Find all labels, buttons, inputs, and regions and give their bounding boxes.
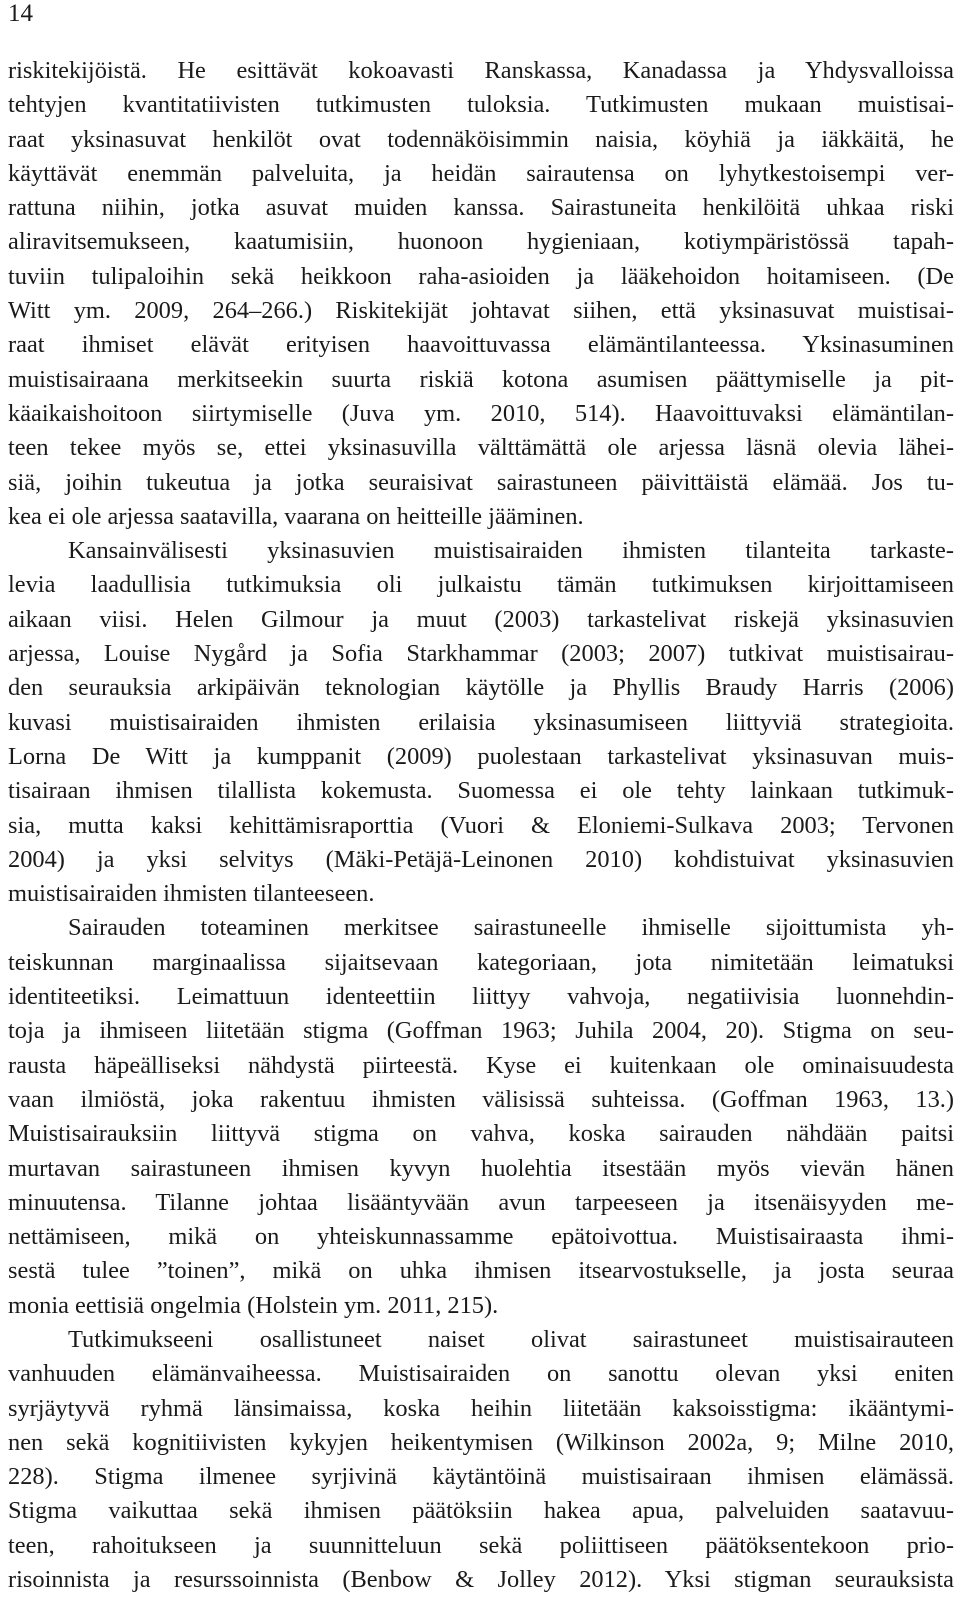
text-line: riskitekijöistä. He esittävät kokoavasti Ranskassa, Kanadassa ja Yhdysvalloissa xyxy=(8,57,954,84)
text-line: teen tekee myös se, ettei yksinasuvilla välttämättä ole arjessa läsnä olevia lähei- xyxy=(8,434,954,462)
text-line: vaan ilmiöstä, joka rakentuu ihmisten välisissä suhteissa. (Goffman 1963, 13.) xyxy=(8,1085,954,1113)
text-line: levia laadullisia tutkimuksia oli julkaistu tämän tutkimuksen kirjoittamiseen xyxy=(8,571,954,599)
text-line: murtavan sairastuneen ihmisen kyvyn huolehtia itsestään myös vievän hänen xyxy=(8,1154,954,1182)
text-line: muistisairaiden ihmisten tilanteeseen. xyxy=(8,880,375,908)
text-line: arjessa, Louise Nygård ja Sofia Starkhammar (2003; 2007) tutkivat muistisairau- xyxy=(8,640,954,668)
text-line: syrjäytyvä ryhmä länsimaissa, koska heihin liitetään kaksoisstigma: ikääntymi- xyxy=(8,1394,954,1422)
text-line: raat ihmiset elävät erityisen haavoittuvassa elämäntilanteessa. Yksinasuminen xyxy=(8,331,954,359)
text-line: toja ja ihmiseen liitetään stigma (Goffman 1963; Juhila 2004, 20). Stigma on seu- xyxy=(8,1017,954,1045)
text-line: käaikaishoitoon siirtymiselle (Juva ym. 2010, 514). Haavoittuvaksi elämäntilan- xyxy=(8,399,954,427)
text-line: Tutkimukseeni osallistuneet naiset olivat sairastuneet muistisairauteen xyxy=(68,1325,954,1353)
text-line: Kansainvälisesti yksinasuvien muistisairaiden ihmisten tilanteita tarkaste- xyxy=(68,537,954,565)
text-line: 228). Stigma ilmenee syrjivinä käytäntöinä muistisairaan ihmisen elämässä. xyxy=(8,1463,954,1491)
text-line: tuviin tulipaloihin sekä heikkoon raha-asioiden ja lääkehoidon hoitamiseen. (De xyxy=(8,262,954,290)
text-line: aliravitsemukseen, kaatumisiin, huonoon hygieniaan, kotiympäristössä tapah- xyxy=(8,228,954,256)
text-line: kea ei ole arjessa saatavilla, vaarana on heitteille jääminen. xyxy=(8,502,584,530)
text-line: minuutensa. Tilanne johtaa lisääntyvään avun tarpeeseen ja itsenäisyyden me- xyxy=(8,1188,954,1216)
text-line: 2004) ja yksi selvitys (Mäki-Petäjä-Leinonen 2010) kohdistuivat yksinasuvien xyxy=(8,845,954,873)
text-line: rausta häpeälliseksi nähdystä piirteestä. Kyse ei kuitenkaan ole ominaisuudesta xyxy=(8,1051,954,1079)
text-line: Witt ym. 2009, 264–266.) Riskitekijät johtavat siihen, että yksinasuvat muistisai- xyxy=(8,297,954,325)
text-line: kuvasi muistisairaiden ihmisten erilaisia yksinasumiseen liittyviä strategioita. xyxy=(8,708,954,736)
text-line: käyttävät enemmän palveluita, ja heidän sairautensa on lyhytkestoisempi ver- xyxy=(8,159,954,187)
text-line: identiteetiksi. Leimattuun identeettiin liittyy vahvoja, negatiivisia luonnehdin- xyxy=(8,983,954,1011)
text-line: den seurauksia arkipäivän teknologian käytölle ja Phyllis Braudy Harris (2006) xyxy=(8,674,954,702)
page-number: 14 xyxy=(8,0,33,27)
body-text xyxy=(8,54,954,1597)
text-line: risoinnista ja resurssoinnista (Benbow & Jolley 2012). Yksi stigman seurauksista xyxy=(8,1566,954,1594)
text-line: teiskunnan marginaalissa sijaitsevaan kategoriaan, jota nimitetään leimatuksi xyxy=(8,948,954,976)
text-line: tisairaan ihmisen tilallista kokemusta. Suomessa ei ole tehty lainkaan tutkimuk- xyxy=(8,777,954,805)
text-line: Lorna De Witt ja kumppanit (2009) puolestaan tarkastelivat yksinasuvan muis- xyxy=(8,742,954,770)
text-line: tehtyjen kvantitatiivisten tutkimusten tuloksia. Tutkimusten mukaan muistisai- xyxy=(8,91,954,119)
text-line: muistisairaana merkitseekin suurta riskiä kotona asumisen päättymiselle ja pit- xyxy=(8,365,954,393)
text-line: sia, mutta kaksi kehittämisraporttia (Vuori & Eloniemi-Sulkava 2003; Tervonen xyxy=(8,811,954,839)
text-line: Sairauden toteaminen merkitsee sairastuneelle ihmiselle sijoittumista yh- xyxy=(68,914,954,942)
text-line: monia eettisiä ongelmia (Holstein ym. 2011, 215). xyxy=(8,1291,499,1319)
text-line: nen sekä kognitiivisten kykyjen heikentymisen (Wilkinson 2002a, 9; Milne 2010, xyxy=(8,1428,954,1456)
text-line: sestä tulee ”toinen”, mikä on uhka ihmisen itsearvostukselle, ja josta seuraa xyxy=(8,1257,954,1285)
text-line: vanhuuden elämänvaiheessa. Muistisairaiden on sanottu olevan yksi eniten xyxy=(8,1360,954,1388)
text-line: teen, rahoitukseen ja suunnitteluun sekä poliittiseen päätöksentekoon prio- xyxy=(8,1531,954,1559)
text-line: raat yksinasuvat henkilöt ovat todennäköisimmin naisia, köyhiä ja iäkkäitä, he xyxy=(8,125,954,153)
text-line: nettämiseen, mikä on yhteiskunnassamme epätoivottua. Muistisairaasta ihmi- xyxy=(8,1223,954,1251)
text-line: rattuna niihin, jotka asuvat muiden kanssa. Sairastuneita henkilöitä uhkaa riski xyxy=(8,194,954,222)
text-line: Muistisairauksiin liittyvä stigma on vahva, koska sairauden nähdään paitsi xyxy=(8,1120,954,1148)
text-line: Stigma vaikuttaa sekä ihmisen päätöksiin hakea apua, palveluiden saatavuu- xyxy=(8,1497,954,1525)
text-line: siä, joihin tukeutua ja jotka seuraisivat sairastuneen päivittäistä elämää. Jos tu- xyxy=(8,468,954,496)
text-line: aikaan viisi. Helen Gilmour ja muut (2003) tarkastelivat riskejä yksinasuvien xyxy=(8,605,954,633)
